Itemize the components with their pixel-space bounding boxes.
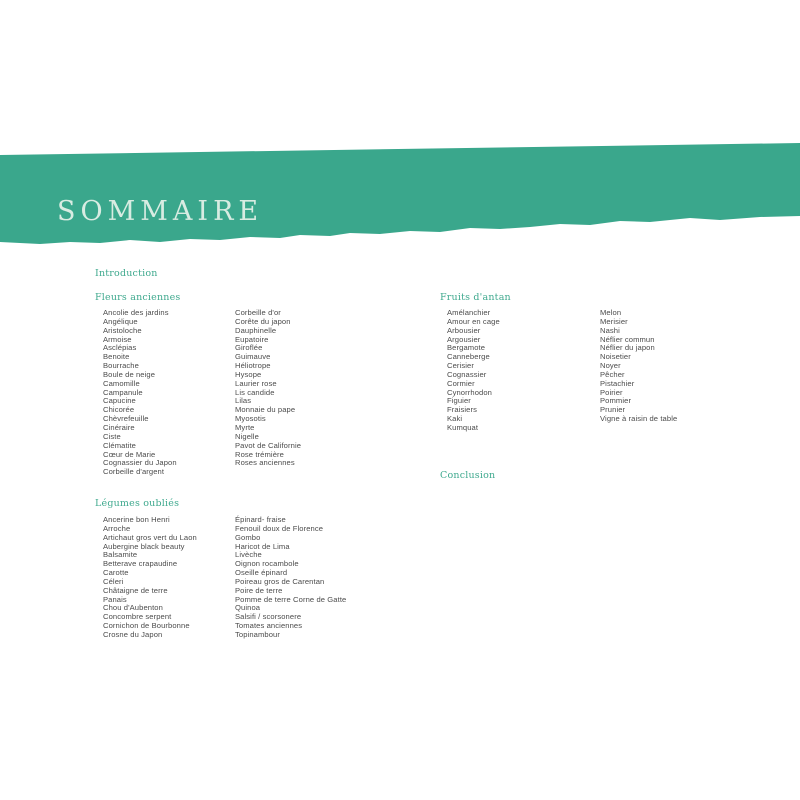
toc-item: Guimauve [235,352,271,362]
fruits-column-1 [447,309,500,433]
toc-item: Fenouil doux de Florence [235,523,324,533]
toc-item: Poire de terre [235,585,283,595]
toc-item: Benoite [103,352,130,362]
toc-item: Angélique [103,316,138,326]
toc-item: Cynorrhodon [447,387,493,397]
page-title: SOMMAIRE [57,196,264,227]
toc-item: Poireau gros de Carentan [235,576,325,586]
toc-item: Chicorée [103,405,135,415]
section-heading-conclusion: Conclusion [440,470,496,481]
toc-item: Nashi [600,325,620,335]
fleurs-column-1 [103,309,177,477]
toc-item: Bergamote [447,343,486,353]
toc-item: Merisier [600,316,628,326]
toc-item: Balsamite [103,550,138,560]
toc-item: Gombo [235,532,261,542]
toc-item: Laurier rose [235,378,277,388]
toc-item: Poirier [600,387,623,397]
toc-item: Pêcher [600,369,625,379]
toc-item: Ancerine bon Henri [103,515,170,524]
toc-item: Noisetier [600,352,631,362]
toc-item: Eupatoire [235,334,269,344]
legumes-column-1 [103,516,197,640]
toc-item: Quinoa [235,603,261,613]
toc-item: Figuier [447,396,471,406]
toc-item: Dauphinelle [235,325,277,335]
section-heading-legumes-oublies: Légumes oubliés [95,498,180,509]
toc-item: Kaki [447,414,463,424]
toc-item: Hysope [235,369,262,379]
toc-item: Lis candide [235,387,275,397]
toc-item: Artichaut gros vert du Laon [103,532,197,542]
toc-item: Céleri [103,576,124,586]
toc-item: Vigne à raisin de table [600,414,678,424]
toc-item: Chèvrefeuille [103,414,149,424]
toc-item: Arbousier [447,325,481,335]
toc-item: Cœur de Marie [103,449,156,459]
toc-item: Prunier [600,405,626,415]
toc-item: Cinéraire [103,422,135,432]
toc-item: Myrte [235,422,255,432]
toc-item: Myosotis [235,414,266,424]
section-heading-fruits-antan: Fruits d'antan [440,292,511,303]
toc-item: Héliotrope [235,361,271,371]
toc-item: Asclépias [103,343,137,353]
toc-item: Corête du japon [235,316,291,326]
toc-item: Pommier [600,396,632,406]
toc-item: Noyer [600,361,621,371]
fruits-column-2 [600,309,677,424]
toc-item: Oignon rocambole [235,559,299,569]
toc-item: Clématite [103,440,136,450]
toc-item: Corbeille d'argent [103,467,165,477]
toc-item: Fraisiers [447,405,478,415]
toc-item: Chou d'Aubenton [103,603,163,613]
toc-item: Arroche [103,523,131,533]
toc-item: Cormier [447,378,475,388]
toc-item: Oseille épinard [235,568,288,578]
toc-item: Amélanchier [447,308,491,317]
toc-item: Pavot de Californie [235,440,302,450]
toc-item: Camomille [103,378,140,388]
toc-item: Topinambour [235,629,281,639]
toc-item: Néflier commun [600,334,655,344]
toc-item: Cornichon de Bourbonne [103,621,190,631]
toc-item: Ancolie des jardins [103,308,169,317]
toc-item: Haricot de Lima [235,541,290,551]
toc-item: Pomme de terre Corne de Gatte [235,594,347,604]
toc-item: Melon [600,308,622,317]
toc-item: Giroflée [235,343,263,353]
toc-item: Armoise [103,334,132,344]
fleurs-column-2 [235,309,301,468]
toc-item: Aubergine black beauty [103,541,185,551]
toc-item: Néflier du japon [600,343,655,353]
toc-item: Capucine [103,396,136,406]
toc-item: Betterave crapaudine [103,559,178,569]
toc-item: Amour en cage [447,316,500,326]
toc-item: Aristoloche [103,325,142,335]
toc-item: Nigelle [235,431,259,441]
toc-item: Campanule [103,387,143,397]
toc-item: Roses anciennes [235,458,295,468]
toc-item: Ciste [103,431,121,441]
toc-item: Cognassier [447,369,487,379]
toc-item: Châtaigne de terre [103,585,168,595]
toc-item: Tomates anciennes [235,621,303,631]
toc-item: Bourrache [103,361,139,371]
toc-item: Carotte [103,568,129,578]
toc-item: Épinard- fraise [235,515,286,524]
toc-item: Kumquat [447,422,479,432]
toc-item: Rose trémière [235,449,284,459]
toc-item: Lilas [235,396,252,406]
toc-item: Corbeille d'or [235,308,281,317]
toc-item: Salsifi / scorsonere [235,612,302,622]
toc-item: Boule de neige [103,369,156,379]
toc-item: Livèche [235,550,262,560]
toc-item: Argousier [447,334,481,344]
toc-item: Cognassier du Japon [103,458,177,468]
toc-item: Concombre serpent [103,612,172,622]
toc-item: Crosne du Japon [103,629,163,639]
section-heading-fleurs-anciennes: Fleurs anciennes [95,292,181,303]
toc-item: Panais [103,594,127,604]
legumes-column-2 [235,516,346,640]
toc-item: Pistachier [600,378,635,388]
section-heading-introduction: Introduction [95,268,158,279]
toc-item: Cerisier [447,361,474,371]
toc-item: Canneberge [447,352,490,362]
toc-item: Monnaie du pape [235,405,296,415]
